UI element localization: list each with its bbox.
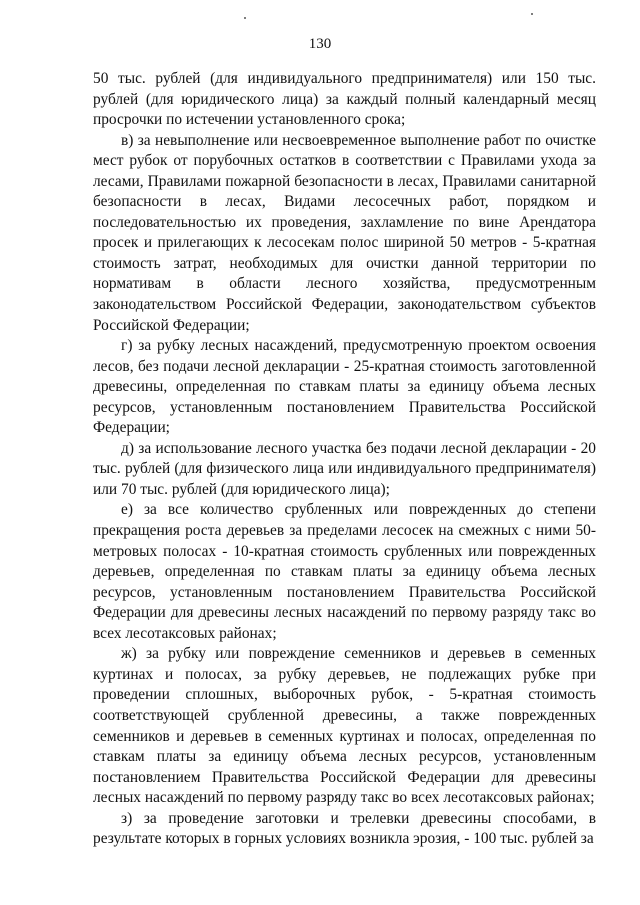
paragraph-item-zh: ж) за рубку или повреждение семенников и деревьев в семенных куртинах и полосах, за рубку деревьев, не подлежащих рубке при проведении сплошных, выборочных рубок, - 5-кратная стоимость соответствующей срубленной древесины, а также поврежденных семенников и деревьев в семенных куртинах и полосах, определенная по ставкам платы за единицу объема лесных ресурсов, установленным постановлением Правительства Российской Федерации для древесины лесных насаждений по первому разряду такс во всех лесотаксовых районах;	[93, 645, 596, 807]
document-body	[93, 69, 596, 850]
scan-speck	[531, 13, 533, 15]
paragraph-item-e: е) за все количество срубленных или поврежденных до степени прекращения роста деревьев за пределами лесосек на смежных с ними 50-метровых полосах - 10-кратная стоимость срубленных или поврежденных деревьев, определенная по ставкам платы за единицу объема лесных ресурсов, установленным постановлением Правительства Российской Федерации для древесины лесных насаждений по первому разряду такс во всех лесотаксовых районах;	[93, 501, 596, 642]
page-number: 130	[308, 36, 332, 52]
paragraph-item-v: в) за невыполнение или несвоевременное выполнение работ по очистке мест рубок от порубочных остатков в соответствии с Правилами ухода за лесами, Правилами пожарной безопасности в лесах, Правилами санитарной безопасности в лесах, Видами лесосечных работ, порядком и последовательностью их проведения, захламление по вине Арендатора просек и прилегающих к лесосекам полос шириной 50 метров - 5-кратная стоимость затрат, необходимых для очистки данной территории по нормативам в области лесного хозяйства, предусмотренным законодательством Российской Федерации, законодательством субъектов Российской Федерации;	[93, 131, 596, 334]
scan-speck	[244, 17, 246, 19]
paragraph-item-g: г) за рубку лесных насаждений, предусмотренную проектом освоения лесов, без подачи лесной декларации - 25-кратная стоимость заготовленной древесины, определенная по ставкам платы за единицу объема лесных ресурсов, установленным постановлением Правительства Российской Федерации;	[93, 337, 596, 437]
paragraph-item-z: з) за проведение заготовки и трелевки древесины способами, в результате которых в горных условиях возникла эрозия, - 100 тыс. рублей за	[93, 809, 596, 848]
paragraph-continuation: 50 тыс. рублей (для индивидуального предпринимателя) или 150 тыс. рублей (для юридического лица) за каждый полный календарный месяц просрочки по истечении установленного срока;	[93, 70, 596, 129]
paragraph-item-d: д) за использование лесного участка без подачи лесной декларации - 20 тыс. рублей (для физического лица или индивидуального предпринимателя) или 70 тыс. рублей (для юридического лица);	[93, 439, 596, 498]
